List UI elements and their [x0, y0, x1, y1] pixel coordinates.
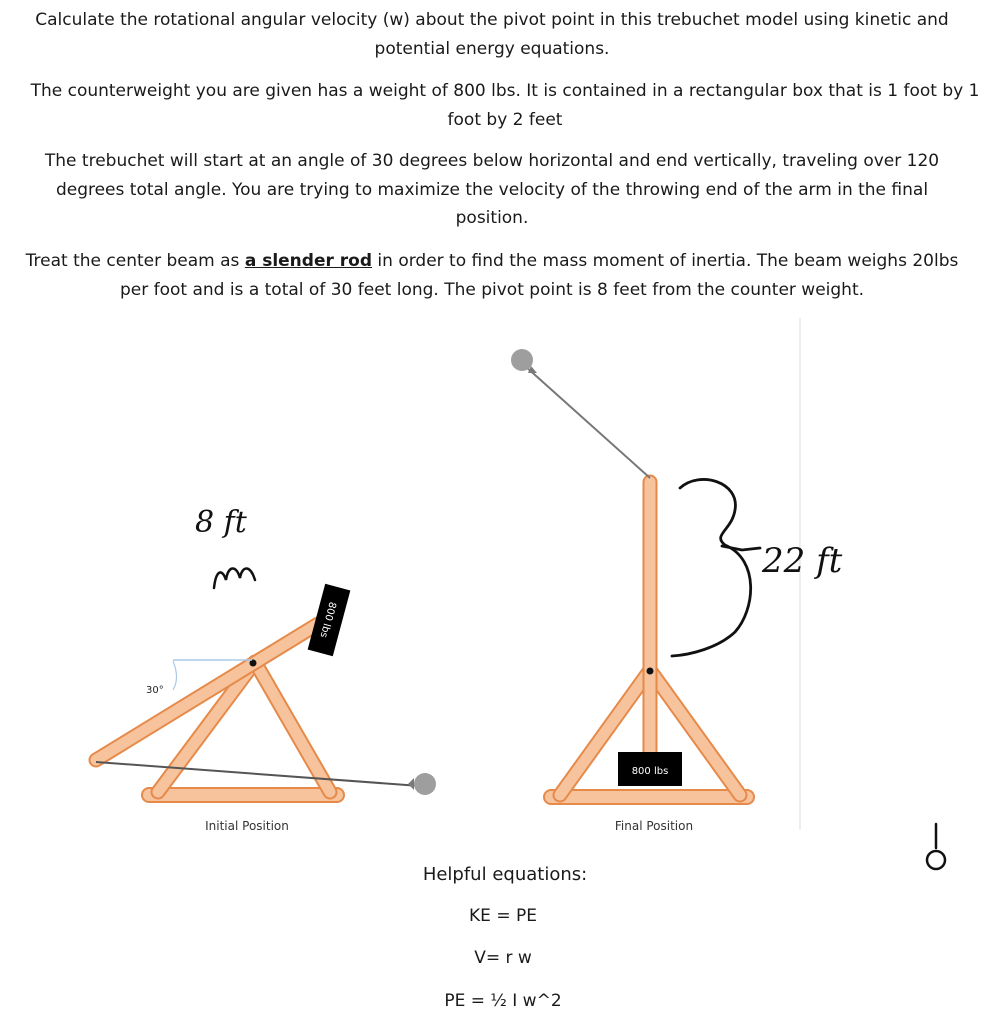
- angle-arc: [173, 661, 177, 690]
- angle-label: 30°: [146, 685, 164, 696]
- initial-base: [142, 788, 344, 802]
- final-base: [544, 790, 754, 804]
- initial-caption: Initial Position: [205, 819, 289, 833]
- problem-p4-before: Treat the center beam as: [25, 251, 245, 271]
- problem-p4-after: in order to find the mass moment of inertia. The beam weighs 20lbs per foot and is a total of 30 feet long. The pivot point is 8 feet from the counter weight.: [119, 251, 959, 300]
- long-arm-length: 22 ft: [762, 541, 843, 581]
- final-counterweight-label: 800 lbs: [631, 766, 669, 777]
- initial-beam: [96, 624, 318, 760]
- equation-potential-energy: PE = ½ I w^2: [444, 991, 562, 1011]
- initial-sling: [96, 762, 420, 786]
- short-arm-annotation: [195, 505, 255, 588]
- initial-position-trebuchet: [96, 584, 436, 833]
- problem-paragraph-2: The counterweight you are given has a weight of 800 lbs. It is contained in a rectangular box that is 1 foot by 1 foot by 2 feet: [30, 81, 980, 130]
- slender-rod-link[interactable]: a slender rod: [244, 251, 373, 271]
- final-projectile: [511, 349, 533, 371]
- long-arm-annotation: [672, 479, 843, 656]
- equation-energy: KE = PE: [469, 906, 537, 926]
- equations-heading: Helpful equations:: [422, 864, 588, 885]
- problem-paragraph-1: Calculate the rotational angular velocity (w) about the pivot point in this trebuchet model using kinetic and potential energy equations.: [35, 10, 949, 59]
- short-arm-brace: [214, 568, 255, 588]
- problem-paragraph-3: The trebuchet will start at an angle of 30 degrees below horizontal and end vertically, traveling over 120 degrees total angle. You are trying to maximize the velocity of the throwing end of the arm in the final position.: [44, 151, 940, 228]
- initial-sling-pouch: [408, 778, 414, 790]
- equation-velocity: V= r w: [474, 948, 532, 968]
- long-arm-brace: [672, 479, 751, 656]
- final-pivot: [647, 668, 654, 675]
- long-arm-pointer: [722, 546, 760, 550]
- final-sling: [525, 366, 650, 478]
- short-arm-length: 8 ft: [195, 505, 247, 540]
- initial-projectile: [414, 773, 436, 795]
- final-position-trebuchet: [511, 349, 754, 833]
- final-caption: Final Position: [614, 819, 694, 833]
- initial-counterweight-label: 800 lbs: [317, 600, 338, 639]
- initial-right-leg: [255, 662, 330, 792]
- handwritten-mark: [927, 824, 945, 869]
